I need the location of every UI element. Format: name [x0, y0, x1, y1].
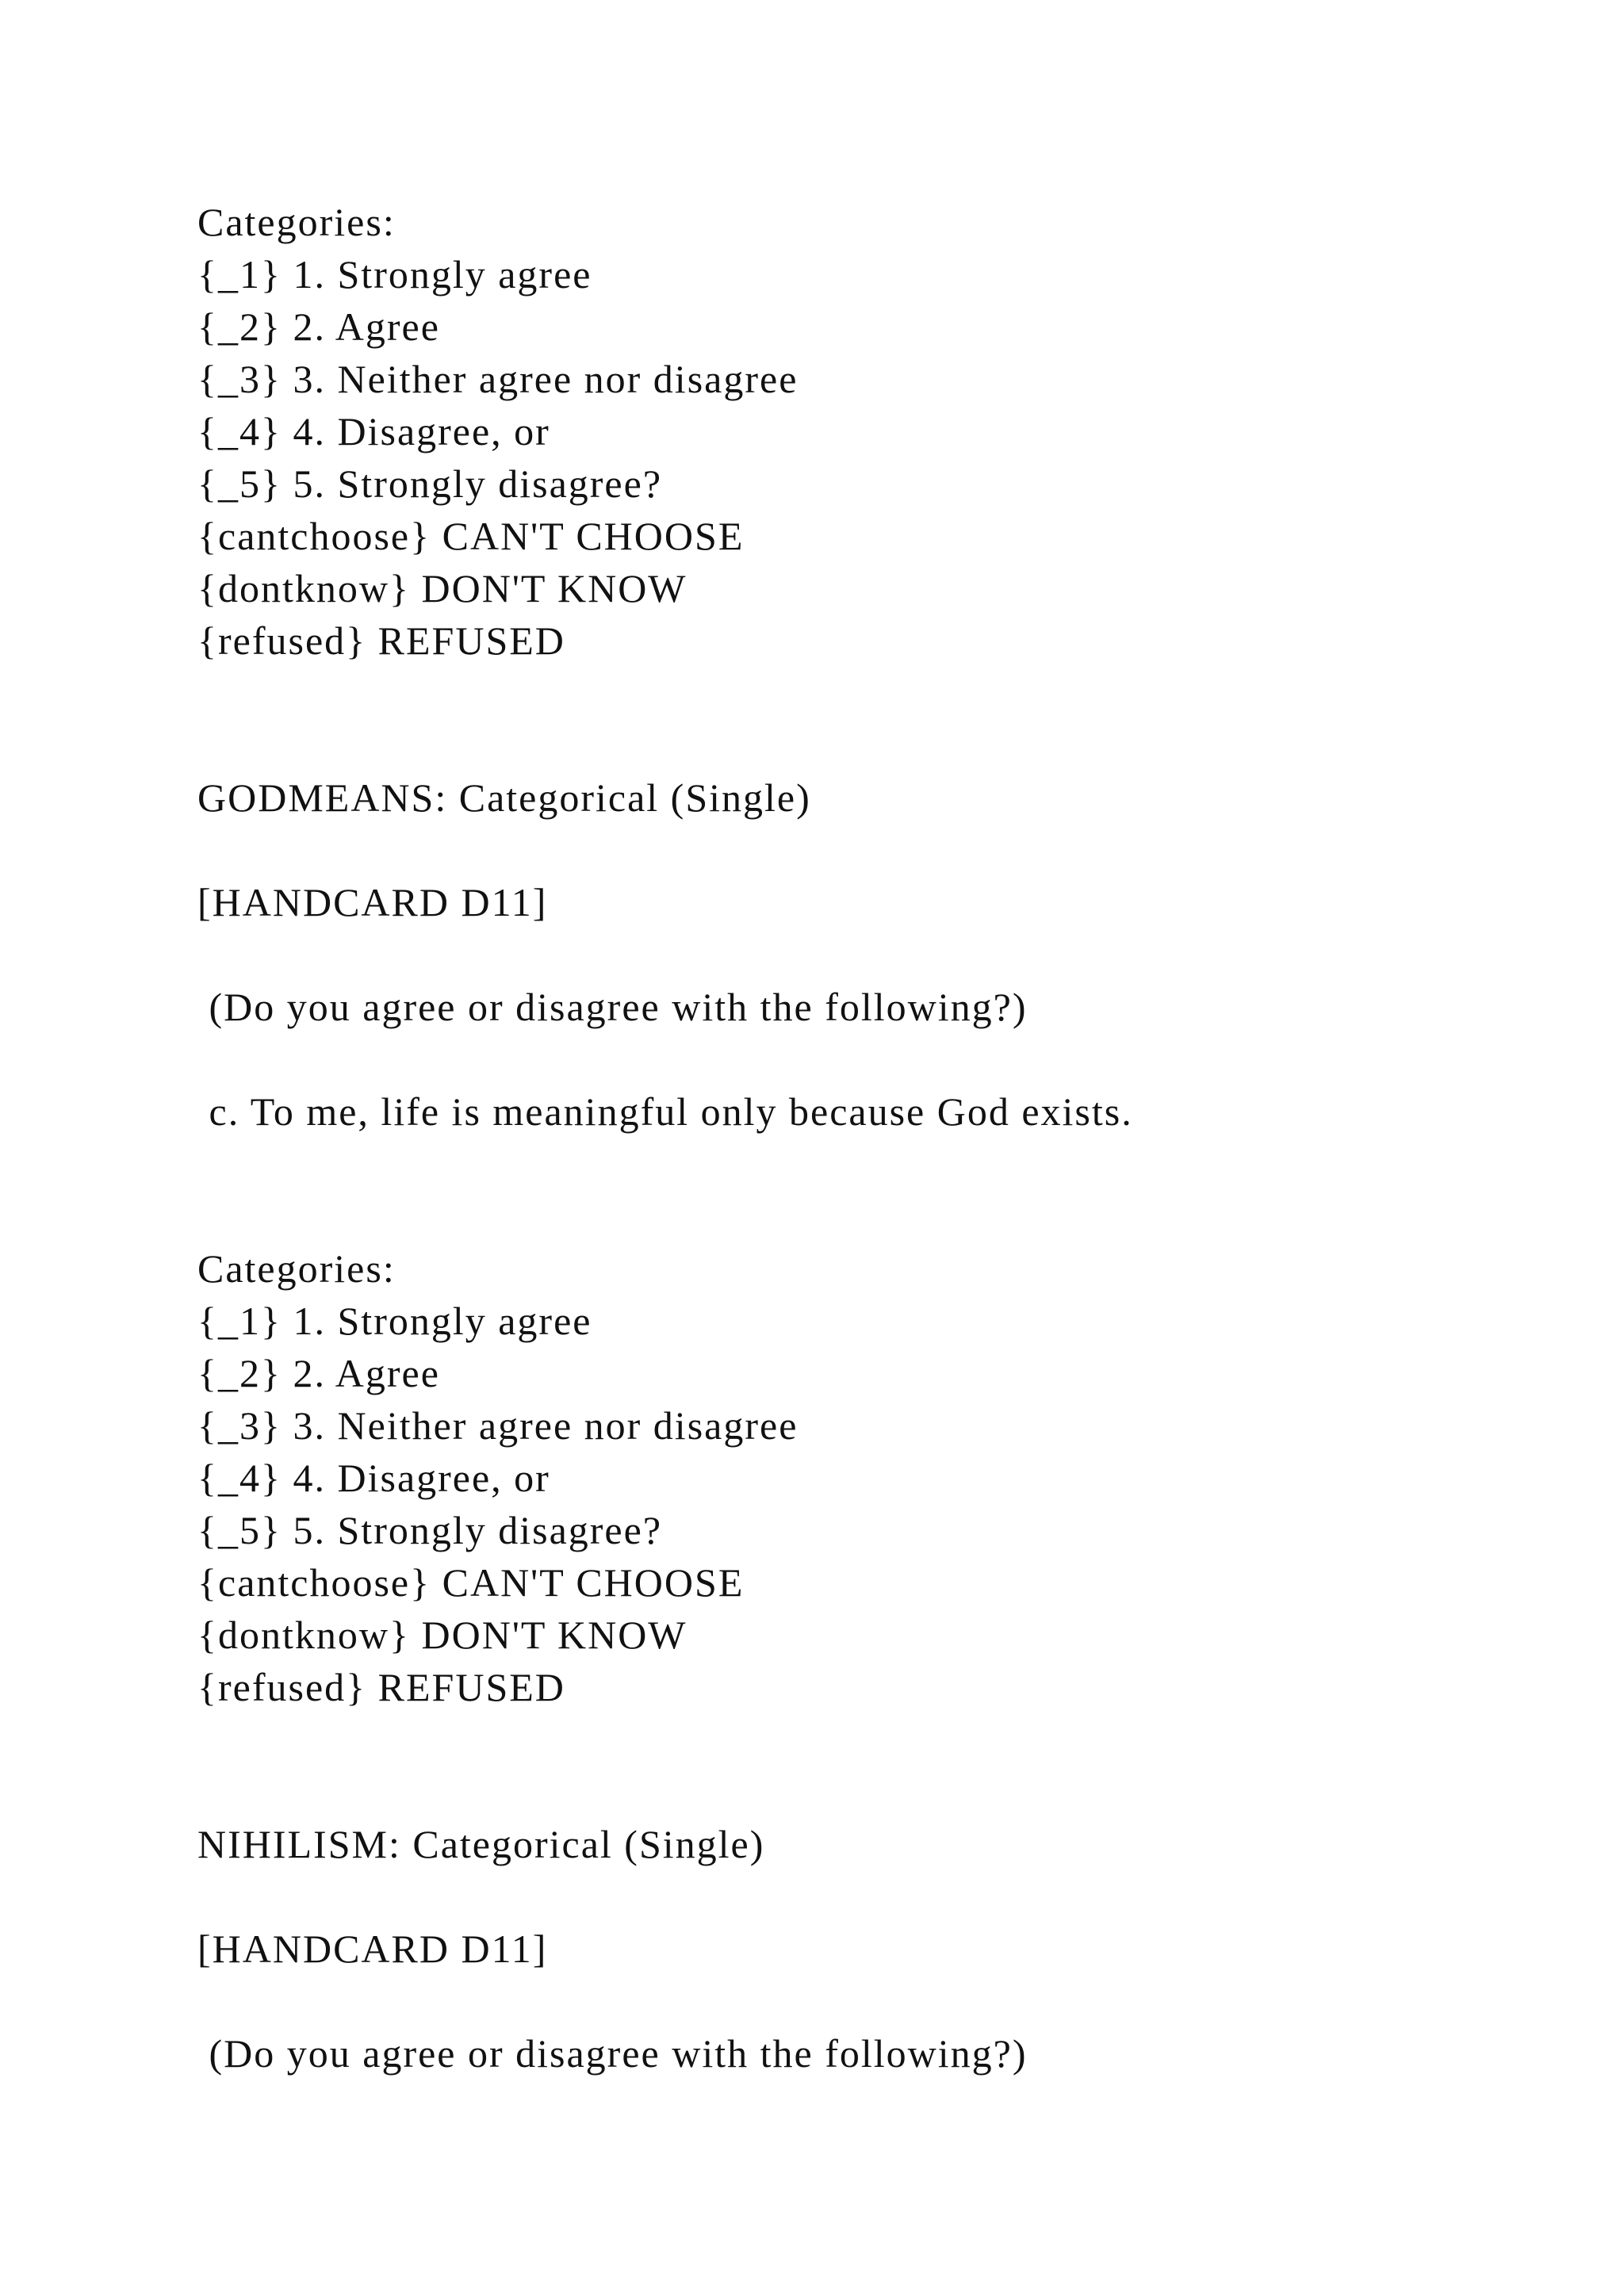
category-option: {_5} 5. Strongly disagree? [197, 1508, 663, 1552]
category-option: {_1} 1. Strongly agree [197, 1299, 592, 1343]
category-option: {_3} 3. Neither agree nor disagree [197, 357, 799, 401]
question-prompt: (Do you agree or disagree with the following?) [197, 985, 1028, 1029]
handcard-label: [HANDCARD D11] [197, 880, 548, 924]
category-option: {_4} 4. Disagree, or [197, 1456, 550, 1500]
category-option: {_5} 5. Strongly disagree? [197, 461, 663, 506]
handcard-label: [HANDCARD D11] [197, 1927, 548, 1971]
question-prompt: (Do you agree or disagree with the following?) [197, 2031, 1028, 2076]
category-option: {cantchoose} CAN'T CHOOSE [197, 514, 745, 558]
categories-heading: Categories: [197, 200, 396, 244]
category-option: {_3} 3. Neither agree nor disagree [197, 1403, 799, 1448]
category-option: {refused} REFUSED [197, 618, 565, 663]
category-option: {cantchoose} CAN'T CHOOSE [197, 1560, 745, 1605]
variable-heading: GODMEANS: Categorical (Single) [197, 775, 811, 820]
category-option: {refused} REFUSED [197, 1665, 565, 1709]
category-option: {dontknow} DON'T KNOW [197, 566, 688, 610]
category-option: {dontknow} DON'T KNOW [197, 1613, 688, 1657]
category-option: {_1} 1. Strongly agree [197, 252, 592, 297]
variable-heading: NIHILISM: Categorical (Single) [197, 1822, 765, 1866]
category-option: {_2} 2. Agree [197, 304, 440, 349]
categories-heading: Categories: [197, 1246, 396, 1291]
question-statement: c. To me, life is meaningful only because God exists. [197, 1089, 1133, 1134]
category-option: {_4} 4. Disagree, or [197, 409, 550, 453]
category-option: {_2} 2. Agree [197, 1351, 440, 1395]
